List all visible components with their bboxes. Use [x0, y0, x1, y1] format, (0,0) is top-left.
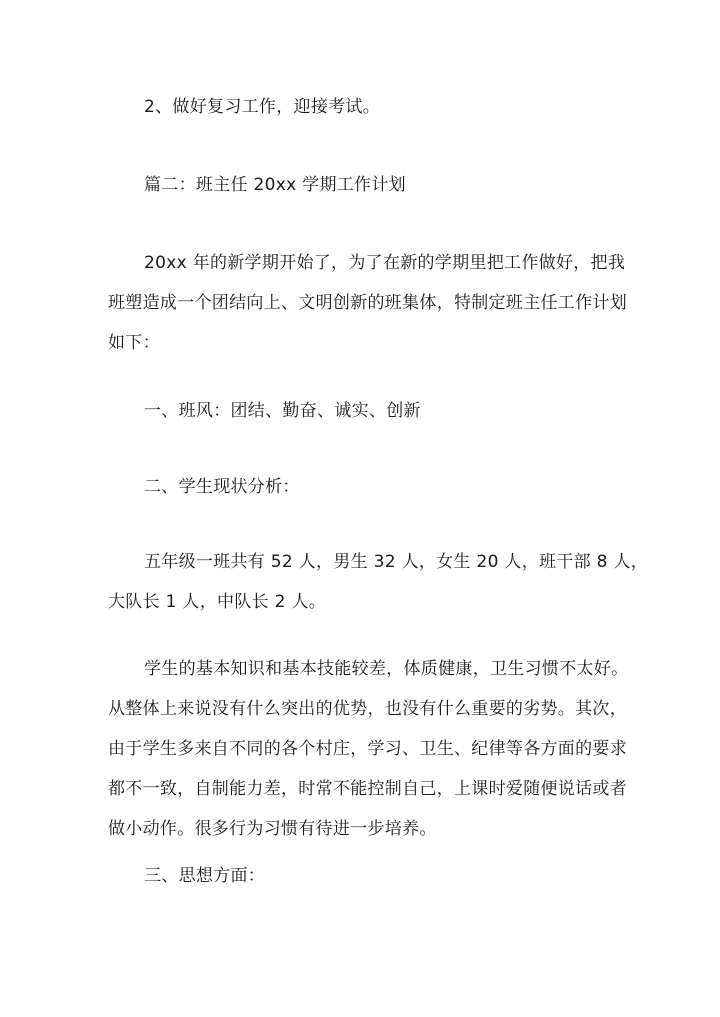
intro-line-3: 如下：	[108, 333, 160, 353]
analysis-line-5: 做小动作。很多行为习惯有待进一步培养。	[108, 819, 437, 839]
section-heading-ideology: 三、思想方面：	[144, 866, 266, 886]
stats-line-1: 五年级一班共有 52 人，男生 32 人，女生 20 人，班干部 8 人，	[144, 552, 649, 572]
analysis-line-1: 学生的基本知识和基本技能较差，体质健康，卫生习惯不太好。	[144, 659, 629, 679]
analysis-line-3: 由于学生多来自不同的各个村庄，学习、卫生、纪律等各方面的要求	[108, 739, 627, 759]
intro-line-2: 班塑造成一个团结向上、文明创新的班集体，特制定班主任工作计划	[108, 293, 627, 313]
intro-line-1: 20xx 年的新学期开始了，为了在新的学期里把工作做好，把我	[144, 253, 626, 273]
section-heading-class-style: 一、班风：团结、勤奋、诚实、创新	[144, 401, 421, 421]
analysis-line-2: 从整体上来说没有什么突出的优势，也没有什么重要的劣势。其次，	[108, 699, 627, 719]
chapter-title: 篇二：班主任 20xx 学期工作计划	[144, 175, 406, 195]
analysis-line-4: 都不一致，自制能力差，时常不能控制自己，上课时爱随便说话或者	[108, 779, 627, 799]
section-heading-student-analysis: 二、学生现状分析：	[144, 477, 300, 497]
stats-line-2: 大队长 1 人，中队长 2 人。	[108, 592, 327, 612]
review-item: 2、做好复习工作，迎接考试。	[144, 97, 381, 117]
